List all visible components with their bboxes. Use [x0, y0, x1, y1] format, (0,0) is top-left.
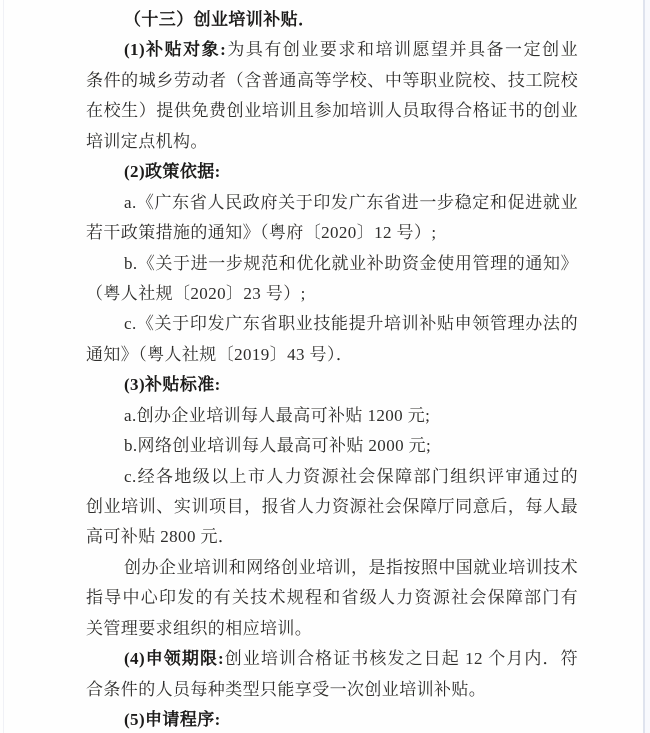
- line-text: 指导中心印发的有关技术规程和省级人力资源社会保障部门有: [86, 588, 578, 608]
- text-line-subsidy-standard: [86, 553, 578, 583]
- text-line-policy-basis: [86, 309, 578, 339]
- line-text: b.《关于进一步规范和优化就业补助资金使用管理的通知》: [124, 253, 578, 273]
- line-text: b.网络创业培训每人最高可补贴 2000 元;: [124, 436, 432, 456]
- line-text: 关管理要求组织的相应培训。: [86, 618, 313, 638]
- text-line-policy-basis: [86, 279, 578, 309]
- text-line-application-procedure: [86, 705, 578, 733]
- text-line-subsidy-target: [86, 66, 578, 96]
- text-line-policy-basis: [86, 218, 578, 248]
- line-text: 在校生）提供免费创业培训且参加培训人员取得合格证书的创业: [86, 101, 578, 121]
- line-text: 创办企业培训和网络创业培训，是指按照中国就业培训技术: [124, 557, 578, 577]
- line-text: 创业培训合格证书核发之日起 12 个月内．符: [224, 649, 578, 669]
- line-text: 若干政策措施的通知》（粤府〔2020〕12 号）;: [86, 223, 437, 243]
- document-body: [86, 5, 578, 733]
- text-line-subsidy-standard: [86, 492, 578, 522]
- line-text: c.《关于印发广东省职业技能提升培训补贴申领管理办法的: [124, 314, 578, 334]
- text-line-claim-period: [86, 675, 578, 705]
- text-line-subsidy-standard: [86, 583, 578, 613]
- line-text: c.经各地级以上市人力资源社会保障部门组织评审通过的: [124, 466, 578, 486]
- line-text: 条件的城乡劳动者（含普通高等学校、中等职业院校、技工院校: [86, 70, 578, 90]
- line-text: a.创办企业培训每人最高可补贴 1200 元;: [124, 405, 431, 425]
- line-text: 通知》（粤人社规〔2019〕43 号）．: [86, 344, 354, 364]
- text-line-policy-basis: [86, 157, 578, 187]
- text-line-subsidy-standard: [86, 614, 578, 644]
- text-line-subsidy-target: [86, 35, 578, 65]
- line-text: 培训定点机构。: [86, 131, 208, 151]
- line-text: 创业培训、实训项目，报省人力资源社会保障厅同意后，每人最: [86, 497, 578, 516]
- text-line-section-heading: [86, 5, 578, 35]
- text-line-policy-basis: [86, 340, 578, 370]
- line-text: 高可补贴 2800 元．: [86, 527, 236, 547]
- line-text: （粤人社规〔2020〕23 号）;: [86, 283, 306, 303]
- bold-label: (5)申请程序:: [124, 710, 221, 730]
- bold-label: (3)补贴标准:: [124, 375, 221, 395]
- text-line-subsidy-target: [86, 127, 578, 157]
- line-text: 合条件的人员每种类型只能享受一次创业培训补贴。: [86, 679, 487, 699]
- text-line-subsidy-standard: [86, 370, 578, 400]
- bold-label: (1)补贴对象:: [124, 40, 227, 60]
- scan-edge-line-left: [3, 0, 4, 733]
- text-line-subsidy-standard: [86, 431, 578, 461]
- bold-label: （十三）创业培训补贴．: [124, 10, 316, 29]
- line-text: a.《广东省人民政府关于印发广东省进一步稳定和促进就业: [124, 192, 578, 212]
- bold-label: (2)政策依据:: [124, 162, 221, 182]
- text-line-policy-basis: [86, 249, 578, 279]
- text-line-subsidy-standard: [86, 462, 578, 492]
- bold-label: (4)申领期限:: [124, 649, 225, 669]
- text-line-subsidy-standard: [86, 401, 578, 431]
- text-line-claim-period: [86, 644, 578, 674]
- line-text: 为具有创业要求和培训愿望并具备一定创业: [226, 40, 578, 60]
- text-line-policy-basis: [86, 188, 578, 218]
- text-line-subsidy-standard: [86, 522, 578, 552]
- scan-edge-strip-right: [645, 0, 650, 733]
- text-line-subsidy-target: [86, 96, 578, 126]
